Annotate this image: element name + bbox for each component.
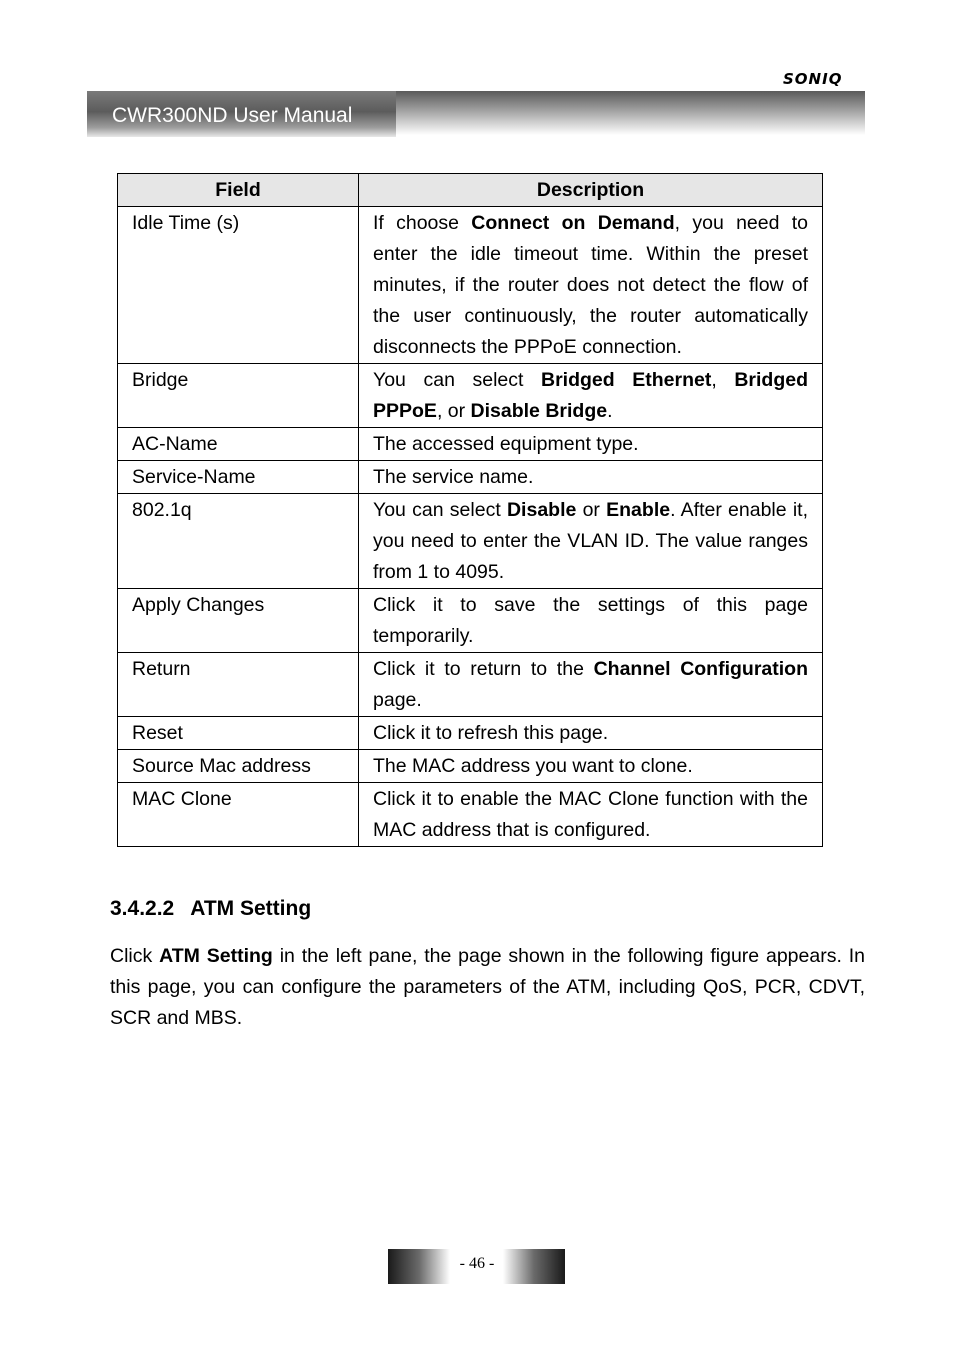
table-header-row	[118, 174, 823, 207]
field-cell: Reset	[118, 717, 359, 750]
table-row	[118, 750, 823, 783]
table-row	[118, 494, 823, 589]
table-row	[118, 589, 823, 653]
section-heading	[110, 897, 311, 921]
field-cell: Bridge	[118, 364, 359, 428]
description-cell: The service name.	[359, 461, 823, 494]
table-row	[118, 653, 823, 717]
description-cell: Click it to refresh this page.	[359, 717, 823, 750]
field-cell: Service-Name	[118, 461, 359, 494]
field-description-table	[117, 173, 823, 847]
field-cell: MAC Clone	[118, 783, 359, 847]
field-cell: Apply Changes	[118, 589, 359, 653]
brand-logo: SONIQ	[783, 70, 843, 88]
description-cell: Click it to enable the MAC Clone function with the MAC address that is configured.	[359, 783, 823, 847]
table-row	[118, 428, 823, 461]
field-cell: Idle Time (s)	[118, 207, 359, 364]
description-cell: You can select Disable or Enable. After enable it, you need to enter the VLAN ID. The value ranges from 1 to 4095.	[359, 494, 823, 589]
field-cell: Source Mac address	[118, 750, 359, 783]
section-title: ATM Setting	[190, 897, 312, 920]
description-cell: You can select Bridged Ethernet, Bridged PPPoE, or Disable Bridge.	[359, 364, 823, 428]
table-body	[118, 207, 823, 847]
description-cell: The accessed equipment type.	[359, 428, 823, 461]
field-cell: Return	[118, 653, 359, 717]
page-number: - 46 -	[459, 1255, 495, 1272]
description-cell: If choose Connect on Demand, you need to enter the idle timeout time. Within the preset minutes, if the router does not detect the flow of the user continuously, the router automatically disconnects the PPPoE connection.	[359, 207, 823, 364]
description-cell: Click it to save the settings of this page temporarily.	[359, 589, 823, 653]
table-row	[118, 364, 823, 428]
column-header-description: Description	[359, 174, 823, 207]
table-row	[118, 461, 823, 494]
document-title: CWR300ND User Manual	[112, 104, 353, 127]
description-cell: Click it to return to the Channel Configuration page.	[359, 653, 823, 717]
section-number: 3.4.2.2	[110, 897, 175, 920]
description-cell: The MAC address you want to clone.	[359, 750, 823, 783]
field-cell: 802.1q	[118, 494, 359, 589]
table-row	[118, 207, 823, 364]
section-paragraph: Click ATM Setting in the left pane, the page shown in the following figure appears. In this page, you can configure the parameters of the ATM, including QoS, PCR, CDVT, SCR and MBS.	[110, 945, 865, 1029]
table-row	[118, 783, 823, 847]
field-cell: AC-Name	[118, 428, 359, 461]
table-row	[118, 717, 823, 750]
column-header-field: Field	[118, 174, 359, 207]
